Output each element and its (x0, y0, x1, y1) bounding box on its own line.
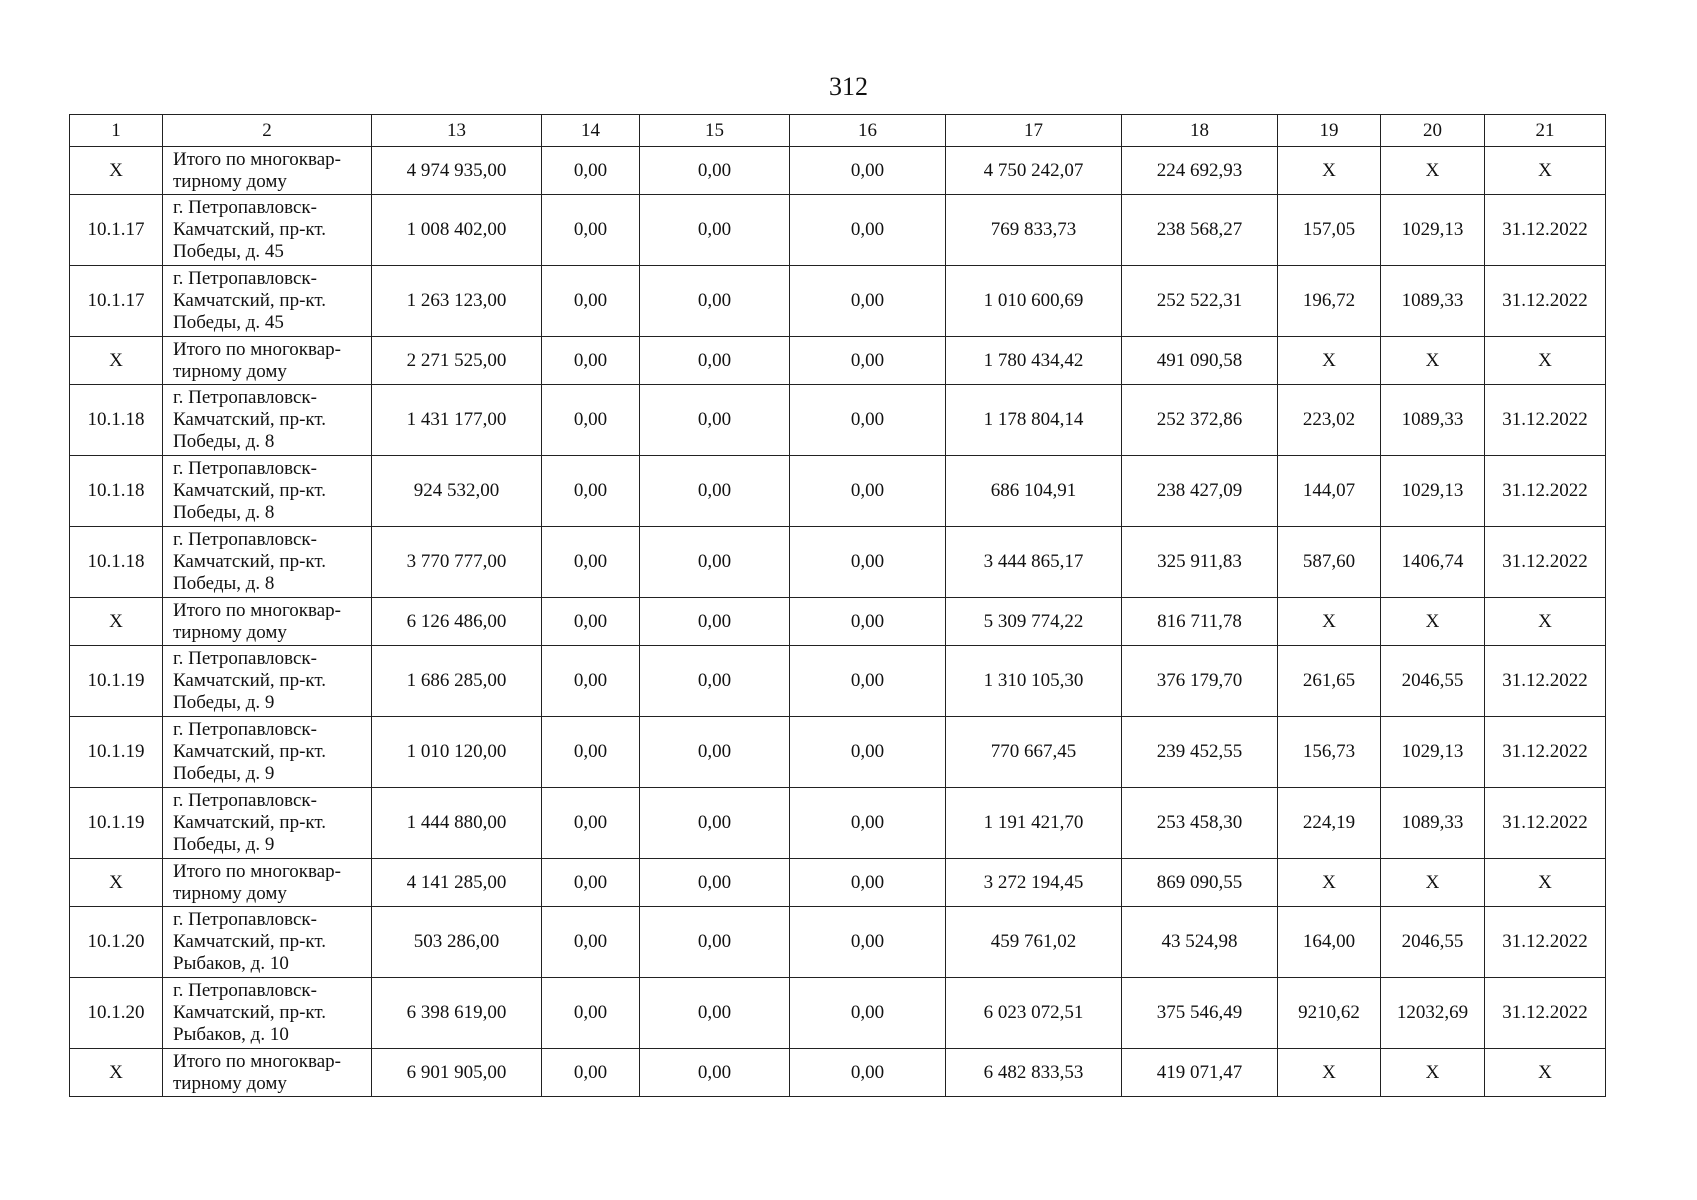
table-cell: 0,00 (640, 978, 790, 1049)
table-cell: 31.12.2022 (1485, 907, 1606, 978)
cell-line: г. Петропавловск- (173, 197, 317, 218)
cell-line: Камчатский, пр-кт. (173, 670, 327, 691)
table-cell: 6 901 905,00 (372, 1049, 542, 1097)
row-number-cell: X (70, 598, 163, 646)
address-cell (163, 527, 372, 598)
total-row (70, 1049, 1606, 1097)
table-cell: 1 010 600,69 (946, 266, 1122, 337)
table-cell: 252 522,31 (1122, 266, 1278, 337)
cell-line: Итого по многоквар- (173, 599, 341, 621)
total-row (70, 598, 1606, 646)
table-cell: 419 071,47 (1122, 1049, 1278, 1097)
table-cell: 869 090,55 (1122, 859, 1278, 907)
table-cell: 2046,55 (1381, 646, 1485, 717)
table-cell: 223,02 (1278, 385, 1381, 456)
table-cell: 0,00 (640, 717, 790, 788)
table-cell: 0,00 (790, 385, 946, 456)
table-cell: 0,00 (790, 907, 946, 978)
table-cell: 31.12.2022 (1485, 266, 1606, 337)
table-cell: 325 911,83 (1122, 527, 1278, 598)
cell-line: Победы, д. 9 (173, 692, 275, 713)
table-cell: 0,00 (790, 788, 946, 859)
table-cell: X (1278, 859, 1381, 907)
cell-line: Победы, д. 8 (173, 431, 275, 452)
table-cell: 0,00 (542, 337, 640, 385)
table-cell: X (1381, 598, 1485, 646)
table-cell: X (1278, 598, 1381, 646)
table-cell: 1 686 285,00 (372, 646, 542, 717)
table-cell: 5 309 774,22 (946, 598, 1122, 646)
cell-line: тирному дому (173, 621, 287, 643)
table-cell: 491 090,58 (1122, 337, 1278, 385)
cell-line: Победы, д. 8 (173, 573, 275, 594)
table-cell: 0,00 (542, 717, 640, 788)
table-cell: 238 427,09 (1122, 456, 1278, 527)
table-cell: 0,00 (790, 598, 946, 646)
table-cell: 1029,13 (1381, 195, 1485, 266)
total-row (70, 147, 1606, 195)
table-cell: 253 458,30 (1122, 788, 1278, 859)
cell-line: г. Петропавловск- (173, 980, 317, 1001)
table-cell: 0,00 (790, 717, 946, 788)
table-cell: 3 444 865,17 (946, 527, 1122, 598)
cell-line: Камчатский, пр-кт. (173, 741, 327, 762)
table-row (70, 646, 1606, 717)
table-cell: 0,00 (790, 337, 946, 385)
table-cell: 238 568,27 (1122, 195, 1278, 266)
table-cell: 1 010 120,00 (372, 717, 542, 788)
column-header: 13 (372, 115, 542, 147)
table-cell: 43 524,98 (1122, 907, 1278, 978)
table-cell: 0,00 (542, 907, 640, 978)
table-row (70, 717, 1606, 788)
table-cell: 0,00 (790, 978, 946, 1049)
column-header: 14 (542, 115, 640, 147)
table-cell: 31.12.2022 (1485, 385, 1606, 456)
table-cell: 0,00 (640, 598, 790, 646)
table-cell: 0,00 (640, 1049, 790, 1097)
table-cell: 196,72 (1278, 266, 1381, 337)
table-cell: 0,00 (640, 337, 790, 385)
table-cell: 4 974 935,00 (372, 147, 542, 195)
table-cell: 0,00 (542, 456, 640, 527)
cell-line: г. Петропавловск- (173, 529, 317, 550)
table-cell: 0,00 (790, 1049, 946, 1097)
cell-line: г. Петропавловск- (173, 458, 317, 479)
table-cell: 156,73 (1278, 717, 1381, 788)
table-cell: 0,00 (640, 195, 790, 266)
table-cell: 1 444 880,00 (372, 788, 542, 859)
table-cell: 0,00 (542, 788, 640, 859)
table-cell: X (1278, 337, 1381, 385)
table-cell: 503 286,00 (372, 907, 542, 978)
table-cell: 1 431 177,00 (372, 385, 542, 456)
table-row (70, 456, 1606, 527)
table-row (70, 527, 1606, 598)
cell-line: Камчатский, пр-кт. (173, 219, 327, 240)
cell-line: г. Петропавловск- (173, 909, 317, 930)
row-number-cell: 10.1.20 (70, 978, 163, 1049)
table-cell: X (1278, 1049, 1381, 1097)
cell-line: Победы, д. 45 (173, 241, 284, 262)
row-number-cell: 10.1.17 (70, 195, 163, 266)
table-cell: 0,00 (542, 1049, 640, 1097)
table-cell: 0,00 (542, 195, 640, 266)
table-cell: 6 126 486,00 (372, 598, 542, 646)
header-row (70, 115, 1606, 147)
table-cell: 6 023 072,51 (946, 978, 1122, 1049)
row-number-cell: 10.1.20 (70, 907, 163, 978)
table-cell: 0,00 (640, 456, 790, 527)
table-cell: X (1485, 147, 1606, 195)
table-cell: X (1485, 1049, 1606, 1097)
cell-line: Камчатский, пр-кт. (173, 931, 327, 952)
table-cell: 1406,74 (1381, 527, 1485, 598)
cell-line: Камчатский, пр-кт. (173, 480, 327, 501)
table-cell: 1 310 105,30 (946, 646, 1122, 717)
table-cell: 31.12.2022 (1485, 717, 1606, 788)
cell-line: Победы, д. 9 (173, 763, 275, 784)
table-cell: 1029,13 (1381, 717, 1485, 788)
table-cell: 6 482 833,53 (946, 1049, 1122, 1097)
page-number: 312 (829, 72, 868, 101)
table-cell: 0,00 (640, 266, 790, 337)
table-cell: 157,05 (1278, 195, 1381, 266)
table-cell: 1 178 804,14 (946, 385, 1122, 456)
row-number-cell: 10.1.18 (70, 527, 163, 598)
table-cell: X (1485, 337, 1606, 385)
table-cell: 4 750 242,07 (946, 147, 1122, 195)
cell-line: Итого по многоквар- (173, 338, 341, 360)
table-cell: 0,00 (790, 859, 946, 907)
table-header (70, 115, 1606, 147)
cell-line: Итого по многоквар- (173, 1050, 341, 1072)
table-cell: 0,00 (790, 266, 946, 337)
table-cell: 2 271 525,00 (372, 337, 542, 385)
row-number-cell: X (70, 1049, 163, 1097)
table-cell: 0,00 (542, 527, 640, 598)
row-number-cell: X (70, 147, 163, 195)
cell-line: Рыбаков, д. 10 (173, 953, 289, 974)
column-header: 20 (1381, 115, 1485, 147)
table-cell: 9210,62 (1278, 978, 1381, 1049)
table-cell: 3 770 777,00 (372, 527, 542, 598)
total-label-cell (163, 859, 372, 907)
address-cell (163, 978, 372, 1049)
total-row (70, 337, 1606, 385)
table-cell: 0,00 (640, 385, 790, 456)
table-cell: 1089,33 (1381, 788, 1485, 859)
cell-line: тирному дому (173, 882, 287, 904)
column-header: 1 (70, 115, 163, 147)
table-row (70, 788, 1606, 859)
table-cell: 0,00 (790, 147, 946, 195)
table-cell: 1 263 123,00 (372, 266, 542, 337)
table-cell: 375 546,49 (1122, 978, 1278, 1049)
row-number-cell: 10.1.18 (70, 385, 163, 456)
table-cell: 224 692,93 (1122, 147, 1278, 195)
cell-line: Победы, д. 8 (173, 502, 275, 523)
cell-line: тирному дому (173, 170, 287, 192)
table-cell: 3 272 194,45 (946, 859, 1122, 907)
column-header: 18 (1122, 115, 1278, 147)
table-cell: 376 179,70 (1122, 646, 1278, 717)
table-cell: 12032,69 (1381, 978, 1485, 1049)
row-number-cell: X (70, 337, 163, 385)
row-number-cell: 10.1.19 (70, 646, 163, 717)
table-cell: X (1381, 147, 1485, 195)
table-cell: 31.12.2022 (1485, 527, 1606, 598)
table-row (70, 266, 1606, 337)
table-cell: X (1485, 598, 1606, 646)
column-header: 19 (1278, 115, 1381, 147)
table-body (70, 147, 1606, 1097)
cell-line: Камчатский, пр-кт. (173, 551, 327, 572)
cell-line: Камчатский, пр-кт. (173, 290, 327, 311)
table-cell: 1 780 434,42 (946, 337, 1122, 385)
table-cell: 1 191 421,70 (946, 788, 1122, 859)
data-table (69, 114, 1606, 1097)
table-cell: 0,00 (790, 646, 946, 717)
table-cell: 224,19 (1278, 788, 1381, 859)
table-cell: X (1278, 147, 1381, 195)
cell-line: Камчатский, пр-кт. (173, 812, 327, 833)
total-label-cell (163, 147, 372, 195)
row-number-cell: X (70, 859, 163, 907)
table-cell: 0,00 (542, 147, 640, 195)
row-number-cell: 10.1.18 (70, 456, 163, 527)
table-cell: 770 667,45 (946, 717, 1122, 788)
cell-line: г. Петропавловск- (173, 719, 317, 740)
table-cell: 31.12.2022 (1485, 788, 1606, 859)
total-label-cell (163, 598, 372, 646)
table-cell: 459 761,02 (946, 907, 1122, 978)
table-cell: 0,00 (640, 646, 790, 717)
address-cell (163, 646, 372, 717)
column-header: 17 (946, 115, 1122, 147)
table-cell: X (1381, 859, 1485, 907)
address-cell (163, 266, 372, 337)
table-cell: 0,00 (542, 598, 640, 646)
table-cell: 164,00 (1278, 907, 1381, 978)
table-cell: X (1381, 1049, 1485, 1097)
table-cell: 2046,55 (1381, 907, 1485, 978)
table-cell: 0,00 (542, 385, 640, 456)
row-number-cell: 10.1.19 (70, 717, 163, 788)
table-cell: 686 104,91 (946, 456, 1122, 527)
table-cell: 1 008 402,00 (372, 195, 542, 266)
table-cell: 261,65 (1278, 646, 1381, 717)
table-cell: 816 711,78 (1122, 598, 1278, 646)
total-label-cell (163, 1049, 372, 1097)
column-header: 2 (163, 115, 372, 147)
address-cell (163, 456, 372, 527)
address-cell (163, 788, 372, 859)
address-cell (163, 195, 372, 266)
address-cell (163, 907, 372, 978)
cell-line: Победы, д. 9 (173, 834, 275, 855)
row-number-cell: 10.1.17 (70, 266, 163, 337)
cell-line: Итого по многоквар- (173, 148, 341, 170)
table-cell: X (1381, 337, 1485, 385)
column-header: 15 (640, 115, 790, 147)
table-cell: 31.12.2022 (1485, 646, 1606, 717)
table-cell: 1089,33 (1381, 266, 1485, 337)
column-header: 16 (790, 115, 946, 147)
table-row (70, 195, 1606, 266)
table-cell: 0,00 (542, 266, 640, 337)
table-cell: 0,00 (640, 147, 790, 195)
table-row (70, 385, 1606, 456)
table-cell: 0,00 (790, 195, 946, 266)
cell-line: г. Петропавловск- (173, 268, 317, 289)
table-row (70, 907, 1606, 978)
total-row (70, 859, 1606, 907)
cell-line: тирному дому (173, 360, 287, 382)
table-cell: 31.12.2022 (1485, 978, 1606, 1049)
table-cell: 769 833,73 (946, 195, 1122, 266)
table-cell: 0,00 (790, 456, 946, 527)
table-cell: 0,00 (640, 788, 790, 859)
cell-line: Камчатский, пр-кт. (173, 1002, 327, 1023)
cell-line: Камчатский, пр-кт. (173, 409, 327, 430)
table-cell: 587,60 (1278, 527, 1381, 598)
table-cell: 31.12.2022 (1485, 456, 1606, 527)
table-cell: 0,00 (640, 527, 790, 598)
row-number-cell: 10.1.19 (70, 788, 163, 859)
table-cell: 0,00 (790, 527, 946, 598)
cell-line: Рыбаков, д. 10 (173, 1024, 289, 1045)
table-cell: X (1485, 859, 1606, 907)
table-cell: 1089,33 (1381, 385, 1485, 456)
cell-line: г. Петропавловск- (173, 790, 317, 811)
table-cell: 239 452,55 (1122, 717, 1278, 788)
cell-line: г. Петропавловск- (173, 387, 317, 408)
table-cell: 0,00 (542, 859, 640, 907)
table-cell: 31.12.2022 (1485, 195, 1606, 266)
table-cell: 4 141 285,00 (372, 859, 542, 907)
table-cell: 0,00 (542, 978, 640, 1049)
table-cell: 924 532,00 (372, 456, 542, 527)
table-cell: 0,00 (640, 907, 790, 978)
column-header: 21 (1485, 115, 1606, 147)
table-cell: 1029,13 (1381, 456, 1485, 527)
cell-line: Победы, д. 45 (173, 312, 284, 333)
cell-line: г. Петропавловск- (173, 648, 317, 669)
table-cell: 252 372,86 (1122, 385, 1278, 456)
cell-line: Итого по многоквар- (173, 860, 341, 882)
cell-line: тирному дому (173, 1072, 287, 1094)
total-label-cell (163, 337, 372, 385)
address-cell (163, 717, 372, 788)
table-row (70, 978, 1606, 1049)
table-cell: 6 398 619,00 (372, 978, 542, 1049)
table-cell: 0,00 (542, 646, 640, 717)
address-cell (163, 385, 372, 456)
table-cell: 0,00 (640, 859, 790, 907)
table-cell: 144,07 (1278, 456, 1381, 527)
